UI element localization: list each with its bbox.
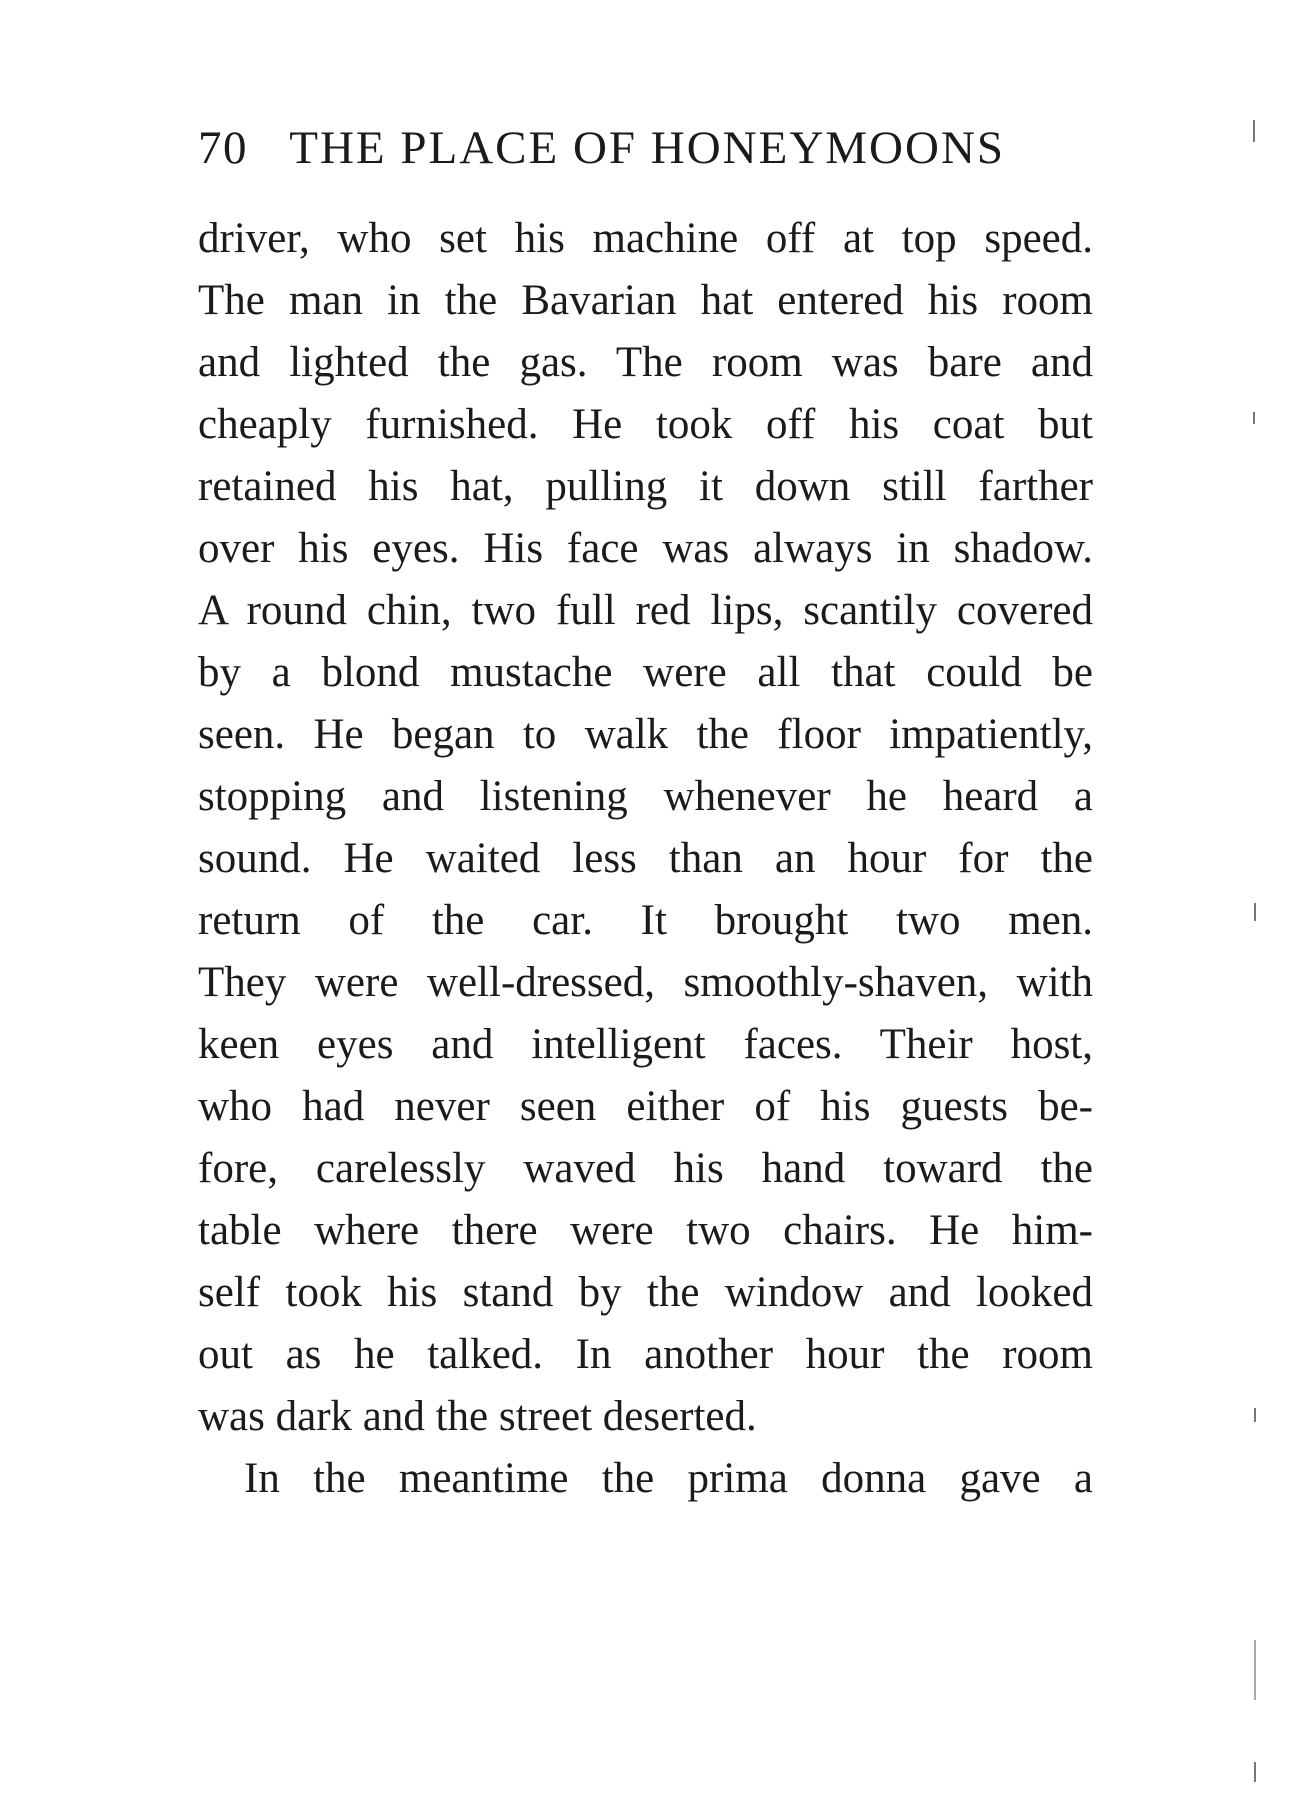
text-line: A round chin, two full red lips, scantily covered [198, 587, 1093, 634]
text-line: fore, carelessly waved his hand toward the [198, 1145, 1093, 1192]
body-text [198, 208, 1093, 1510]
text-line: In the meantime the prima donna gave a [244, 1455, 1093, 1502]
text-line: self took his stand by the window and looked [198, 1269, 1093, 1316]
text-line: retained his hat, pulling it down still farther [198, 463, 1093, 510]
paragraph [198, 1448, 1093, 1510]
text-line: seen. He began to walk the floor impatiently, [198, 711, 1093, 758]
running-title: THE PLACE OF HONEYMOONS [289, 122, 1006, 174]
page-number: 70 [198, 122, 248, 174]
scan-mark [1253, 412, 1255, 424]
text-line: by a blond mustache were all that could be [198, 649, 1093, 696]
paragraph [198, 208, 1093, 1448]
text-line: out as he talked. In another hour the room [198, 1331, 1093, 1378]
text-line: keen eyes and intelligent faces. Their host, [198, 1021, 1093, 1068]
text-line: cheaply furnished. He took off his coat but [198, 401, 1093, 448]
text-line: table where there were two chairs. He him- [198, 1207, 1093, 1254]
scan-mark [1253, 120, 1255, 142]
text-line: The man in the Bavarian hat entered his room [198, 277, 1093, 324]
scan-mark [1254, 903, 1256, 921]
scan-mark [1254, 1640, 1256, 1700]
text-line: sound. He waited less than an hour for the [198, 835, 1093, 882]
scan-mark [1254, 1408, 1256, 1422]
text-line: driver, who set his machine off at top speed. [198, 215, 1093, 262]
text-line: return of the car. It brought two men. [198, 897, 1093, 944]
text-line: was dark and the street deserted. [198, 1393, 757, 1440]
text-line: over his eyes. His face was always in shadow. [198, 525, 1093, 572]
page-header [198, 118, 1098, 178]
scan-mark [1254, 1762, 1256, 1782]
text-line: and lighted the gas. The room was bare and [198, 339, 1093, 386]
text-line: who had never seen either of his guests be- [198, 1083, 1093, 1130]
text-line: They were well-dressed, smoothly-shaven, with [198, 959, 1093, 1006]
text-line: stopping and listening whenever he heard a [198, 773, 1093, 820]
